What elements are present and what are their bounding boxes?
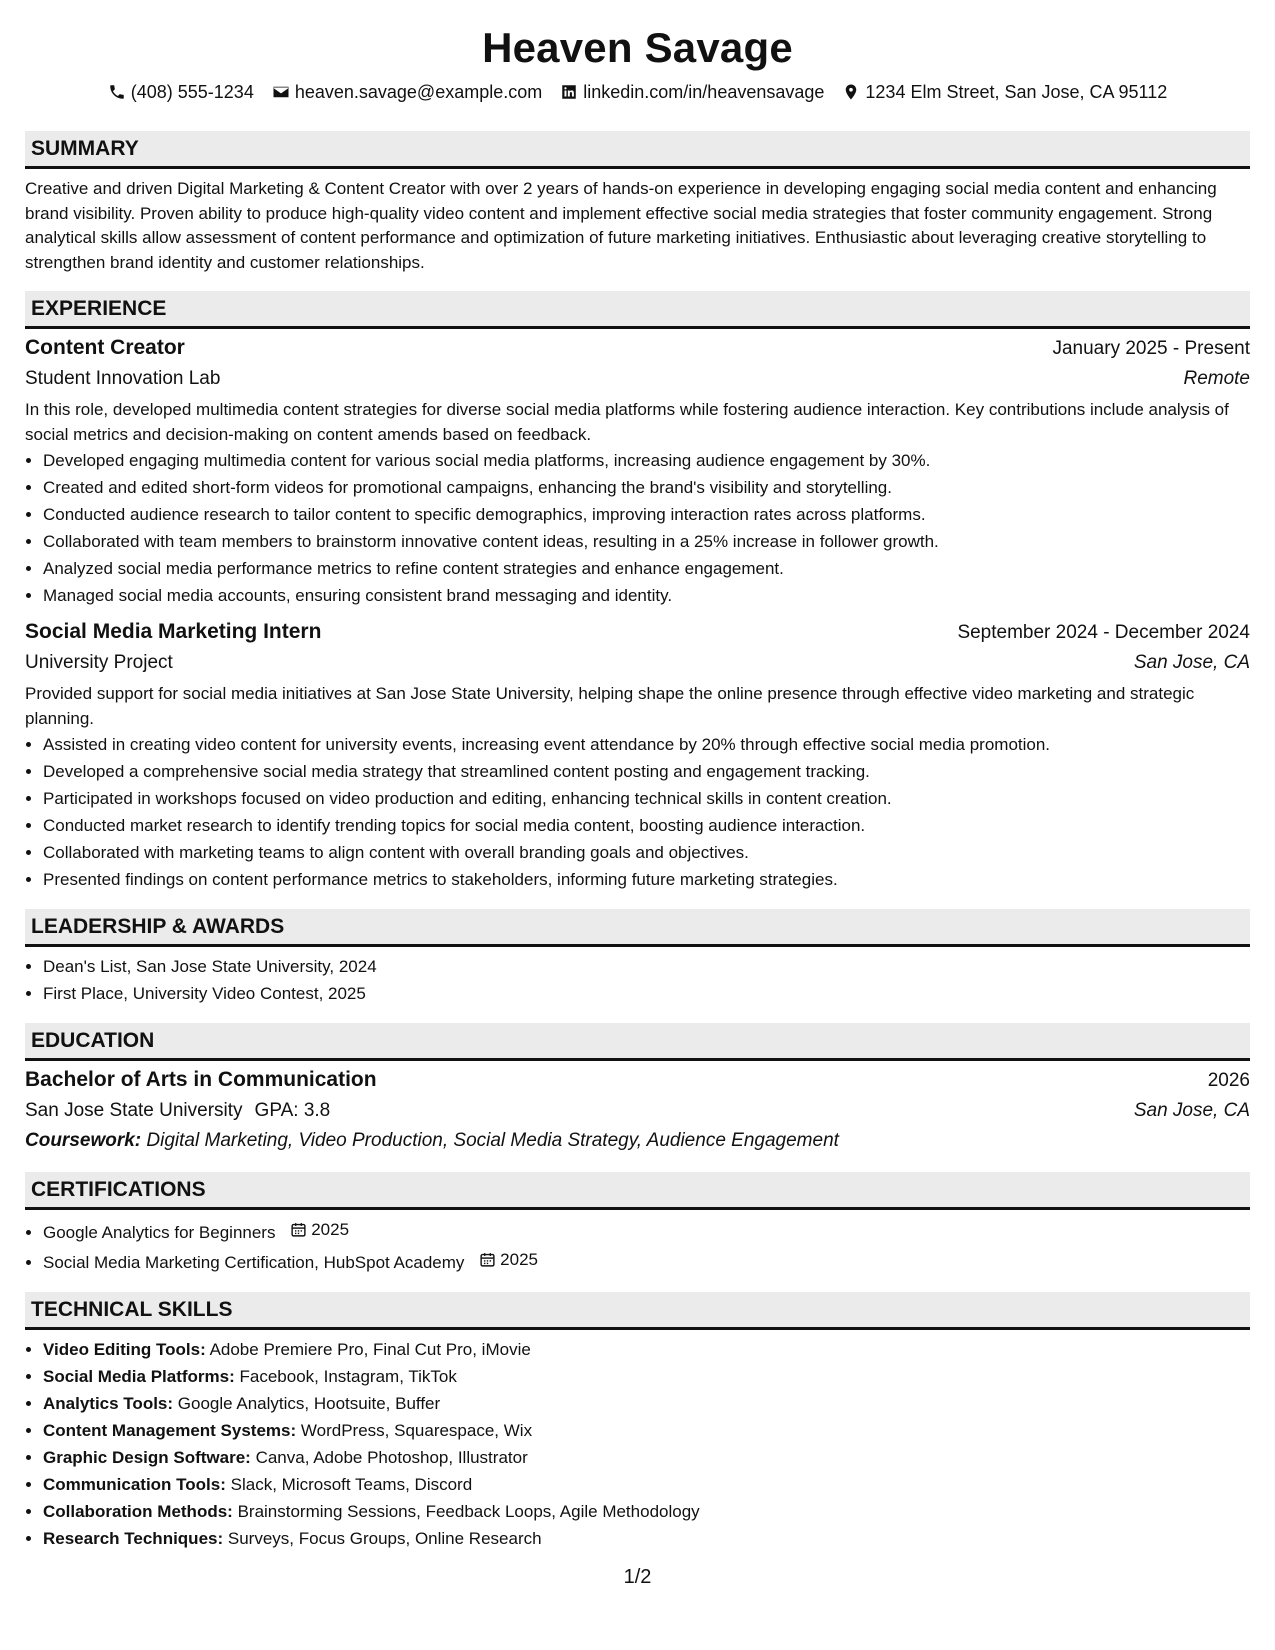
list-item [43, 1216, 1250, 1246]
list-item: • Analyzed social media performance metrics to refine content strategies and enhance engagement. [43, 555, 1250, 582]
calendar-icon [479, 1251, 496, 1268]
contact-address [842, 80, 1167, 104]
contact-bar [25, 80, 1250, 104]
awards-heading: LEADERSHIP & AWARDS [25, 909, 1250, 947]
job-bullets [25, 447, 1250, 609]
job-title: Social Media Marketing Intern [25, 620, 322, 643]
list-item: • Collaborated with marketing teams to align content with overall branding goals and objectives. [43, 839, 1250, 866]
skill-value: Brainstorming Sessions, Feedback Loops, Agile Methodology [237, 1502, 700, 1521]
coursework [25, 1126, 1250, 1156]
linkedin-icon [560, 83, 578, 101]
certifications-section [25, 1172, 1250, 1276]
candidate-name: Heaven Savage [482, 24, 793, 71]
certifications-heading: CERTIFICATIONS [25, 1172, 1250, 1210]
certifications-list [25, 1216, 1250, 1276]
resume-page [25, 22, 1250, 1552]
skill-value: Surveys, Focus Groups, Online Research [227, 1529, 542, 1548]
contact-email[interactable] [272, 80, 542, 104]
list-item: • Created and edited short-form videos for promotional campaigns, enhancing the brand's visibility and storytelling. [43, 474, 1250, 501]
skill-label: Analytics Tools: [43, 1394, 174, 1413]
list-item: • Managed social media accounts, ensuring consistent brand messaging and identity. [43, 582, 1250, 609]
school-location: San Jose, CA [1133, 1100, 1250, 1121]
phone-icon [108, 83, 126, 101]
skill-label: Communication Tools: [43, 1475, 226, 1494]
list-item [43, 1246, 1250, 1276]
list-item [43, 1471, 1250, 1498]
skills-list [25, 1336, 1250, 1552]
list-item: • Developed engaging multimedia content for various social media platforms, increasing audience engagement by 30%. [43, 447, 1250, 474]
graduation-year: 2026 [1207, 1070, 1250, 1091]
list-item [43, 1363, 1250, 1390]
list-item: • Dean's List, San Jose State University, 2024 [43, 953, 1250, 980]
envelope-icon [272, 83, 290, 101]
list-item: • Collaborated with team members to brainstorm innovative content ideas, resulting in a 25% increase in follower growth. [43, 528, 1250, 555]
list-item: • Assisted in creating video content for university events, increasing event attendance by 20% through effective social media promotion. [43, 731, 1250, 758]
job-bullets [25, 731, 1250, 893]
list-item: • Conducted market research to identify trending topics for social media content, boosting audience interaction. [43, 812, 1250, 839]
school-name: San Jose State University [25, 1100, 243, 1121]
awards-section [25, 909, 1250, 1007]
job-date: September 2024 - December 2024 [957, 622, 1250, 643]
job-location: Remote [1183, 368, 1250, 389]
contact-linkedin[interactable] [560, 80, 824, 104]
awards-list [25, 953, 1250, 1007]
certification-year: 2025 [311, 1220, 350, 1239]
job-entry [25, 617, 1250, 893]
list-item [43, 1336, 1250, 1363]
gpa-text: GPA: 3.8 [254, 1100, 331, 1121]
skill-value: Slack, Microsoft Teams, Discord [230, 1475, 473, 1494]
map-pin-icon [842, 83, 860, 101]
skill-value: WordPress, Squarespace, Wix [300, 1421, 533, 1440]
skill-label: Content Management Systems: [43, 1421, 297, 1440]
list-item: • Presented findings on content performance metrics to stakeholders, informing future marketing strategies. [43, 866, 1250, 893]
list-item [43, 1390, 1250, 1417]
coursework-label: Coursework: [25, 1130, 142, 1151]
list-item: • Conducted audience research to tailor content to specific demographics, improving interaction rates across platforms. [43, 501, 1250, 528]
calendar-icon [290, 1221, 307, 1238]
page-number: 1/2 [623, 1566, 652, 1588]
phone-text: (408) 555-1234 [130, 82, 254, 102]
skill-label: Graphic Design Software: [43, 1448, 251, 1467]
list-item: • First Place, University Video Contest, 2025 [43, 980, 1250, 1007]
skills-heading: TECHNICAL SKILLS [25, 1292, 1250, 1330]
job-date: January 2025 - Present [1052, 338, 1250, 359]
skills-section [25, 1292, 1250, 1552]
degree-title: Bachelor of Arts in Communication [25, 1068, 377, 1091]
summary-section [25, 131, 1250, 275]
education-section [25, 1023, 1250, 1156]
linkedin-text[interactable]: linkedin.com/in/heavensavage [583, 82, 825, 102]
contact-phone [108, 80, 254, 104]
education-heading: EDUCATION [25, 1023, 1250, 1061]
certification-year: 2025 [500, 1250, 538, 1269]
job-location: San Jose, CA [1133, 652, 1250, 673]
email-text[interactable]: heaven.savage@example.com [294, 82, 543, 102]
list-item: • Participated in workshops focused on video production and editing, enhancing technical skills in content creation. [43, 785, 1250, 812]
skill-value: Facebook, Instagram, TikTok [239, 1367, 457, 1386]
job-organization: Student Innovation Lab [25, 368, 221, 389]
job-organization: University Project [25, 652, 173, 673]
list-item [43, 1417, 1250, 1444]
address-text: 1234 Elm Street, San Jose, CA 95112 [865, 82, 1168, 102]
job-description: In this role, developed multimedia content strategies for diverse social media platforms while fostering audience interaction. Key contributions include analysis of social metrics and decision-making on content amends based on feedback. [25, 400, 1229, 444]
experience-section [25, 291, 1250, 893]
certification-name: Google Analytics for Beginners [43, 1223, 276, 1242]
skill-label: Research Techniques: [43, 1529, 224, 1548]
skill-value: Google Analytics, Hootsuite, Buffer [177, 1394, 441, 1413]
coursework-text: Digital Marketing, Video Production, Social Media Strategy, Audience Engagement [146, 1130, 839, 1151]
job-title: Content Creator [25, 336, 185, 359]
skill-label: Video Editing Tools: [43, 1340, 206, 1359]
certification-name: Social Media Marketing Certification, HubSpot Academy [43, 1253, 465, 1272]
skill-label: Social Media Platforms: [43, 1367, 235, 1386]
job-entry [25, 333, 1250, 609]
experience-heading: EXPERIENCE [25, 291, 1250, 329]
job-description: Provided support for social media initiatives at San Jose State University, helping shape the online presence through effective video marketing and strategic planning. [25, 684, 1195, 728]
summary-text: Creative and driven Digital Marketing & Content Creator with over 2 years of hands-on experience in developing engaging social media content and enhancing brand visibility. Proven ability to produce high-quality video content and implement effective social media strategies that foster community engagement. Strong analytical skills allow assessment of content performance and optimization of future marketing initiatives. Enthusiastic about leveraging creative storytelling to strengthen brand identity and customer relationships. [25, 179, 1217, 272]
list-item [43, 1525, 1250, 1552]
list-item: • Developed a comprehensive social media strategy that streamlined content posting and engagement tracking. [43, 758, 1250, 785]
skill-value: Adobe Premiere Pro, Final Cut Pro, iMovie [209, 1340, 531, 1359]
list-item [43, 1498, 1250, 1525]
skill-value: Canva, Adobe Photoshop, Illustrator [255, 1448, 528, 1467]
summary-heading: SUMMARY [25, 131, 1250, 169]
list-item [43, 1444, 1250, 1471]
skill-label: Collaboration Methods: [43, 1502, 233, 1521]
